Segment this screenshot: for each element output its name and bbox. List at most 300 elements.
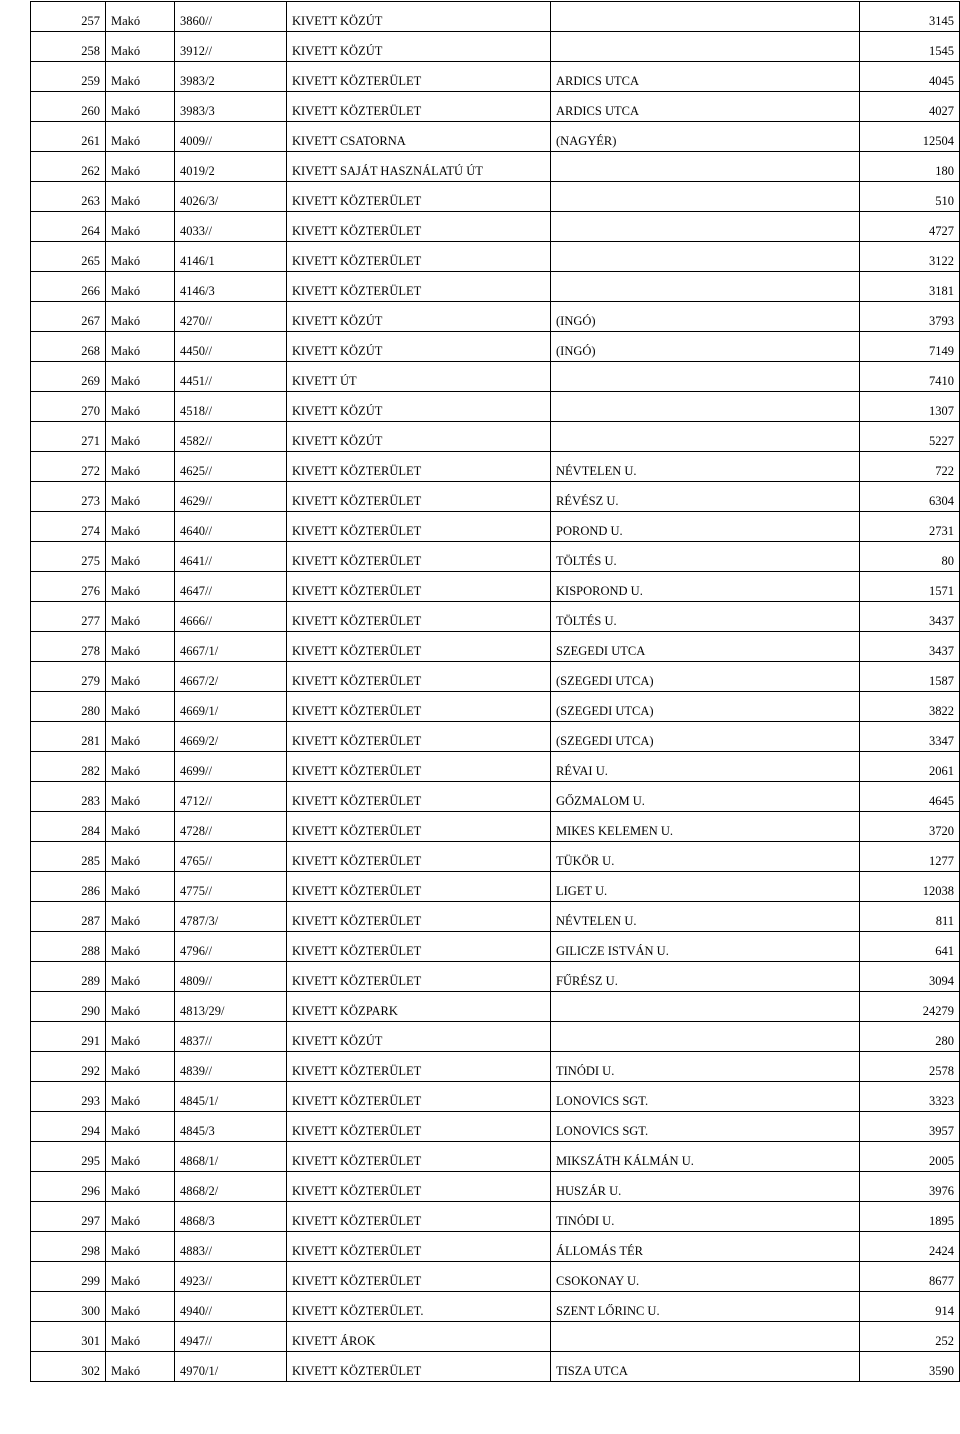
land-type-cell: KIVETT KÖZTERÜLET: [287, 962, 551, 992]
town-cell: Makó: [106, 1202, 175, 1232]
town-cell: Makó: [106, 302, 175, 332]
row-number: 276: [31, 572, 106, 602]
parcel-table: [30, 1, 960, 1382]
area-cell: 4727: [860, 212, 960, 242]
land-type-cell: KIVETT KÖZÚT: [287, 302, 551, 332]
area-cell: 510: [860, 182, 960, 212]
land-type-cell: KIVETT KÖZTERÜLET: [287, 242, 551, 272]
town-cell: Makó: [106, 992, 175, 1022]
area-cell: 12038: [860, 872, 960, 902]
street-name-cell: [551, 2, 860, 32]
parcel-id-cell: 4923//: [175, 1262, 287, 1292]
table-row: [31, 1052, 960, 1082]
row-number: 288: [31, 932, 106, 962]
land-type-cell: KIVETT KÖZTERÜLET: [287, 452, 551, 482]
area-cell: 3122: [860, 242, 960, 272]
town-cell: Makó: [106, 782, 175, 812]
land-type-cell: KIVETT KÖZTERÜLET: [287, 782, 551, 812]
area-cell: 3323: [860, 1082, 960, 1112]
street-name-cell: KISPOROND U.: [551, 572, 860, 602]
street-name-cell: [551, 32, 860, 62]
area-cell: 6304: [860, 482, 960, 512]
street-name-cell: [551, 182, 860, 212]
town-cell: Makó: [106, 62, 175, 92]
street-name-cell: [551, 242, 860, 272]
parcel-id-cell: 4450//: [175, 332, 287, 362]
land-type-cell: KIVETT KÖZTERÜLET: [287, 632, 551, 662]
town-cell: Makó: [106, 962, 175, 992]
table-row: [31, 602, 960, 632]
land-type-cell: KIVETT KÖZÚT: [287, 392, 551, 422]
row-number: 292: [31, 1052, 106, 1082]
row-number: 260: [31, 92, 106, 122]
table-row: [31, 62, 960, 92]
parcel-id-cell: 4787/3/: [175, 902, 287, 932]
row-number: 264: [31, 212, 106, 242]
street-name-cell: MIKES KELEMEN U.: [551, 812, 860, 842]
street-name-cell: TÖLTÉS U.: [551, 602, 860, 632]
parcel-id-cell: 4809//: [175, 962, 287, 992]
table-row: [31, 692, 960, 722]
table-row: [31, 302, 960, 332]
row-number: 257: [31, 2, 106, 32]
town-cell: Makó: [106, 392, 175, 422]
table-row: [31, 632, 960, 662]
table-row: [31, 422, 960, 452]
area-cell: 3793: [860, 302, 960, 332]
area-cell: 12504: [860, 122, 960, 152]
street-name-cell: [551, 422, 860, 452]
row-number: 287: [31, 902, 106, 932]
street-name-cell: GŐZMALOM U.: [551, 782, 860, 812]
street-name-cell: [551, 1022, 860, 1052]
area-cell: 1571: [860, 572, 960, 602]
land-type-cell: KIVETT KÖZTERÜLET: [287, 542, 551, 572]
row-number: 278: [31, 632, 106, 662]
town-cell: Makó: [106, 1142, 175, 1172]
table-row: [31, 782, 960, 812]
row-number: 297: [31, 1202, 106, 1232]
land-type-cell: KIVETT KÖZTERÜLET: [287, 1352, 551, 1382]
row-number: 280: [31, 692, 106, 722]
table-row: [31, 1352, 960, 1382]
street-name-cell: RÉVÉSZ U.: [551, 482, 860, 512]
table-row: [31, 962, 960, 992]
land-type-cell: KIVETT KÖZTERÜLET: [287, 902, 551, 932]
table-row: [31, 902, 960, 932]
parcel-id-cell: 4839//: [175, 1052, 287, 1082]
town-cell: Makó: [106, 752, 175, 782]
table-row: [31, 362, 960, 392]
parcel-id-cell: 3860//: [175, 2, 287, 32]
table-row: [31, 662, 960, 692]
town-cell: Makó: [106, 1292, 175, 1322]
land-type-cell: KIVETT KÖZTERÜLET: [287, 1232, 551, 1262]
parcel-id-cell: 4629//: [175, 482, 287, 512]
parcel-id-cell: 4765//: [175, 842, 287, 872]
table-row: [31, 212, 960, 242]
parcel-id-cell: 4666//: [175, 602, 287, 632]
land-type-cell: KIVETT KÖZTERÜLET: [287, 1112, 551, 1142]
street-name-cell: [551, 212, 860, 242]
town-cell: Makó: [106, 932, 175, 962]
parcel-id-cell: 4868/1/: [175, 1142, 287, 1172]
town-cell: Makó: [106, 152, 175, 182]
area-cell: 280: [860, 1022, 960, 1052]
land-type-cell: KIVETT KÖZÚT: [287, 2, 551, 32]
table-row: [31, 1142, 960, 1172]
parcel-id-cell: 4712//: [175, 782, 287, 812]
parcel-id-cell: 4009//: [175, 122, 287, 152]
parcel-id-cell: 4970/1/: [175, 1352, 287, 1382]
land-type-cell: KIVETT KÖZTERÜLET: [287, 1052, 551, 1082]
table-row: [31, 842, 960, 872]
parcel-id-cell: 4582//: [175, 422, 287, 452]
land-type-cell: KIVETT KÖZTERÜLET: [287, 1262, 551, 1292]
town-cell: Makó: [106, 1052, 175, 1082]
table-row: [31, 392, 960, 422]
row-number: 263: [31, 182, 106, 212]
town-cell: Makó: [106, 422, 175, 452]
table-row: [31, 542, 960, 572]
street-name-cell: TISZA UTCA: [551, 1352, 860, 1382]
row-number: 301: [31, 1322, 106, 1352]
street-name-cell: CSOKONAY U.: [551, 1262, 860, 1292]
parcel-id-cell: 4033//: [175, 212, 287, 242]
row-number: 295: [31, 1142, 106, 1172]
street-name-cell: GILICZE ISTVÁN U.: [551, 932, 860, 962]
row-number: 279: [31, 662, 106, 692]
street-name-cell: (SZEGEDI UTCA): [551, 722, 860, 752]
row-number: 272: [31, 452, 106, 482]
area-cell: 80: [860, 542, 960, 572]
town-cell: Makó: [106, 92, 175, 122]
parcel-id-cell: 4641//: [175, 542, 287, 572]
parcel-id-cell: 4270//: [175, 302, 287, 332]
street-name-cell: (SZEGEDI UTCA): [551, 662, 860, 692]
street-name-cell: ARDICS UTCA: [551, 62, 860, 92]
parcel-id-cell: 4775//: [175, 872, 287, 902]
street-name-cell: LONOVICS SGT.: [551, 1112, 860, 1142]
table-row: [31, 1202, 960, 1232]
area-cell: 3094: [860, 962, 960, 992]
town-cell: Makó: [106, 212, 175, 242]
land-type-cell: KIVETT KÖZTERÜLET: [287, 752, 551, 782]
area-cell: 4045: [860, 62, 960, 92]
town-cell: Makó: [106, 182, 175, 212]
row-number: 289: [31, 962, 106, 992]
row-number: 300: [31, 1292, 106, 1322]
land-type-cell: KIVETT ÁROK: [287, 1322, 551, 1352]
parcel-id-cell: 4647//: [175, 572, 287, 602]
table-row: [31, 1172, 960, 1202]
land-type-cell: KIVETT KÖZÚT: [287, 332, 551, 362]
table-row: [31, 242, 960, 272]
parcel-id-cell: 4947//: [175, 1322, 287, 1352]
land-type-cell: KIVETT KÖZTERÜLET: [287, 842, 551, 872]
land-type-cell: KIVETT KÖZÚT: [287, 1022, 551, 1052]
parcel-table-body: [31, 2, 960, 1382]
area-cell: 3145: [860, 2, 960, 32]
row-number: 269: [31, 362, 106, 392]
town-cell: Makó: [106, 332, 175, 362]
area-cell: 1545: [860, 32, 960, 62]
row-number: 270: [31, 392, 106, 422]
town-cell: Makó: [106, 482, 175, 512]
land-type-cell: KIVETT KÖZTERÜLET: [287, 1142, 551, 1172]
area-cell: 3437: [860, 632, 960, 662]
row-number: 267: [31, 302, 106, 332]
row-number: 262: [31, 152, 106, 182]
parcel-id-cell: 4796//: [175, 932, 287, 962]
row-number: 259: [31, 62, 106, 92]
street-name-cell: HUSZÁR U.: [551, 1172, 860, 1202]
parcel-id-cell: 4728//: [175, 812, 287, 842]
street-name-cell: [551, 272, 860, 302]
land-type-cell: KIVETT KÖZTERÜLET: [287, 482, 551, 512]
row-number: 261: [31, 122, 106, 152]
table-row: [31, 722, 960, 752]
area-cell: 3822: [860, 692, 960, 722]
area-cell: 180: [860, 152, 960, 182]
town-cell: Makó: [106, 452, 175, 482]
table-row: [31, 1022, 960, 1052]
row-number: 293: [31, 1082, 106, 1112]
parcel-id-cell: 4699//: [175, 752, 287, 782]
town-cell: Makó: [106, 2, 175, 32]
parcel-id-cell: 4019/2: [175, 152, 287, 182]
town-cell: Makó: [106, 872, 175, 902]
table-row: [31, 152, 960, 182]
row-number: 274: [31, 512, 106, 542]
area-cell: 7410: [860, 362, 960, 392]
parcel-id-cell: 4868/3: [175, 1202, 287, 1232]
parcel-id-cell: 4146/1: [175, 242, 287, 272]
street-name-cell: RÉVAI U.: [551, 752, 860, 782]
table-row: [31, 572, 960, 602]
table-row: [31, 482, 960, 512]
land-type-cell: KIVETT KÖZTERÜLET: [287, 1082, 551, 1112]
table-row: [31, 1082, 960, 1112]
street-name-cell: [551, 992, 860, 1022]
land-type-cell: KIVETT KÖZTERÜLET: [287, 572, 551, 602]
street-name-cell: POROND U.: [551, 512, 860, 542]
land-type-cell: KIVETT KÖZTERÜLET: [287, 212, 551, 242]
table-row: [31, 32, 960, 62]
town-cell: Makó: [106, 632, 175, 662]
town-cell: Makó: [106, 602, 175, 632]
parcel-id-cell: 4146/3: [175, 272, 287, 302]
area-cell: 8677: [860, 1262, 960, 1292]
street-name-cell: ARDICS UTCA: [551, 92, 860, 122]
area-cell: 2005: [860, 1142, 960, 1172]
land-type-cell: KIVETT CSATORNA: [287, 122, 551, 152]
table-row: [31, 2, 960, 32]
table-row: [31, 122, 960, 152]
land-type-cell: KIVETT KÖZTERÜLET: [287, 182, 551, 212]
area-cell: 2061: [860, 752, 960, 782]
street-name-cell: NÉVTELEN U.: [551, 452, 860, 482]
row-number: 277: [31, 602, 106, 632]
parcel-id-cell: 4625//: [175, 452, 287, 482]
town-cell: Makó: [106, 1232, 175, 1262]
parcel-id-cell: 4518//: [175, 392, 287, 422]
area-cell: 1277: [860, 842, 960, 872]
table-row: [31, 992, 960, 1022]
table-row: [31, 332, 960, 362]
row-number: 258: [31, 32, 106, 62]
town-cell: Makó: [106, 662, 175, 692]
street-name-cell: FŰRÉSZ U.: [551, 962, 860, 992]
street-name-cell: [551, 1322, 860, 1352]
town-cell: Makó: [106, 1082, 175, 1112]
town-cell: Makó: [106, 1022, 175, 1052]
row-number: 284: [31, 812, 106, 842]
land-type-cell: KIVETT SAJÁT HASZNÁLATÚ ÚT: [287, 152, 551, 182]
town-cell: Makó: [106, 902, 175, 932]
parcel-id-cell: 4940//: [175, 1292, 287, 1322]
row-number: 294: [31, 1112, 106, 1142]
street-name-cell: [551, 392, 860, 422]
table-row: [31, 1262, 960, 1292]
street-name-cell: LIGET U.: [551, 872, 860, 902]
row-number: 286: [31, 872, 106, 902]
street-name-cell: TÖLTÉS U.: [551, 542, 860, 572]
parcel-id-cell: 4669/2/: [175, 722, 287, 752]
town-cell: Makó: [106, 1262, 175, 1292]
row-number: 268: [31, 332, 106, 362]
row-number: 281: [31, 722, 106, 752]
parcel-id-cell: 4845/3: [175, 1112, 287, 1142]
parcel-id-cell: 3912//: [175, 32, 287, 62]
land-type-cell: KIVETT KÖZTERÜLET: [287, 1202, 551, 1232]
area-cell: 7149: [860, 332, 960, 362]
row-number: 265: [31, 242, 106, 272]
area-cell: 722: [860, 452, 960, 482]
land-type-cell: KIVETT KÖZTERÜLET: [287, 662, 551, 692]
table-row: [31, 512, 960, 542]
row-number: 302: [31, 1352, 106, 1382]
street-name-cell: (SZEGEDI UTCA): [551, 692, 860, 722]
row-number: 299: [31, 1262, 106, 1292]
street-name-cell: (NAGYÉR): [551, 122, 860, 152]
area-cell: 3347: [860, 722, 960, 752]
area-cell: 3437: [860, 602, 960, 632]
land-type-cell: KIVETT KÖZTERÜLET: [287, 62, 551, 92]
land-type-cell: KIVETT ÚT: [287, 362, 551, 392]
area-cell: 914: [860, 1292, 960, 1322]
street-name-cell: NÉVTELEN U.: [551, 902, 860, 932]
street-name-cell: SZENT LŐRINC U.: [551, 1292, 860, 1322]
area-cell: 3976: [860, 1172, 960, 1202]
street-name-cell: (INGÓ): [551, 332, 860, 362]
row-number: 273: [31, 482, 106, 512]
land-type-cell: KIVETT KÖZTERÜLET: [287, 812, 551, 842]
parcel-id-cell: 4669/1/: [175, 692, 287, 722]
town-cell: Makó: [106, 272, 175, 302]
area-cell: 2424: [860, 1232, 960, 1262]
land-type-cell: KIVETT KÖZTERÜLET: [287, 272, 551, 302]
town-cell: Makó: [106, 842, 175, 872]
town-cell: Makó: [106, 1112, 175, 1142]
street-name-cell: [551, 362, 860, 392]
parcel-id-cell: 4667/1/: [175, 632, 287, 662]
row-number: 266: [31, 272, 106, 302]
table-row: [31, 92, 960, 122]
row-number: 282: [31, 752, 106, 782]
town-cell: Makó: [106, 362, 175, 392]
parcel-id-cell: 3983/3: [175, 92, 287, 122]
row-number: 298: [31, 1232, 106, 1262]
town-cell: Makó: [106, 1322, 175, 1352]
land-type-cell: KIVETT KÖZTERÜLET: [287, 92, 551, 122]
area-cell: 1587: [860, 662, 960, 692]
area-cell: 1895: [860, 1202, 960, 1232]
street-name-cell: TINÓDI U.: [551, 1052, 860, 1082]
parcel-id-cell: 4837//: [175, 1022, 287, 1052]
table-row: [31, 932, 960, 962]
land-type-cell: KIVETT KÖZTERÜLET: [287, 692, 551, 722]
parcel-id-cell: 4883//: [175, 1232, 287, 1262]
street-name-cell: SZEGEDI UTCA: [551, 632, 860, 662]
table-row: [31, 1322, 960, 1352]
land-type-cell: KIVETT KÖZÚT: [287, 422, 551, 452]
row-number: 290: [31, 992, 106, 1022]
street-name-cell: MIKSZÁTH KÁLMÁN U.: [551, 1142, 860, 1172]
land-type-cell: KIVETT KÖZTERÜLET: [287, 872, 551, 902]
table-row: [31, 1292, 960, 1322]
row-number: 271: [31, 422, 106, 452]
town-cell: Makó: [106, 1172, 175, 1202]
area-cell: 2731: [860, 512, 960, 542]
land-type-cell: KIVETT KÖZTERÜLET.: [287, 1292, 551, 1322]
parcel-id-cell: 4667/2/: [175, 662, 287, 692]
land-type-cell: KIVETT KÖZTERÜLET: [287, 722, 551, 752]
area-cell: 5227: [860, 422, 960, 452]
row-number: 291: [31, 1022, 106, 1052]
town-cell: Makó: [106, 1352, 175, 1382]
area-cell: 811: [860, 902, 960, 932]
area-cell: 3590: [860, 1352, 960, 1382]
land-type-cell: KIVETT KÖZTERÜLET: [287, 932, 551, 962]
parcel-id-cell: 4845/1/: [175, 1082, 287, 1112]
row-number: 275: [31, 542, 106, 572]
row-number: 296: [31, 1172, 106, 1202]
table-row: [31, 1112, 960, 1142]
parcel-id-cell: 4451//: [175, 362, 287, 392]
town-cell: Makó: [106, 242, 175, 272]
street-name-cell: TINÓDI U.: [551, 1202, 860, 1232]
table-row: [31, 872, 960, 902]
area-cell: 4027: [860, 92, 960, 122]
area-cell: 641: [860, 932, 960, 962]
area-cell: 2578: [860, 1052, 960, 1082]
parcel-id-cell: 4640//: [175, 512, 287, 542]
table-row: [31, 812, 960, 842]
town-cell: Makó: [106, 572, 175, 602]
area-cell: 3181: [860, 272, 960, 302]
table-row: [31, 272, 960, 302]
parcel-id-cell: 4868/2/: [175, 1172, 287, 1202]
land-type-cell: KIVETT KÖZTERÜLET: [287, 512, 551, 542]
street-name-cell: ÁLLOMÁS TÉR: [551, 1232, 860, 1262]
row-number: 285: [31, 842, 106, 872]
land-type-cell: KIVETT KÖZÚT: [287, 32, 551, 62]
street-name-cell: TÜKÖR U.: [551, 842, 860, 872]
area-cell: 3957: [860, 1112, 960, 1142]
town-cell: Makó: [106, 692, 175, 722]
street-name-cell: LONOVICS SGT.: [551, 1082, 860, 1112]
